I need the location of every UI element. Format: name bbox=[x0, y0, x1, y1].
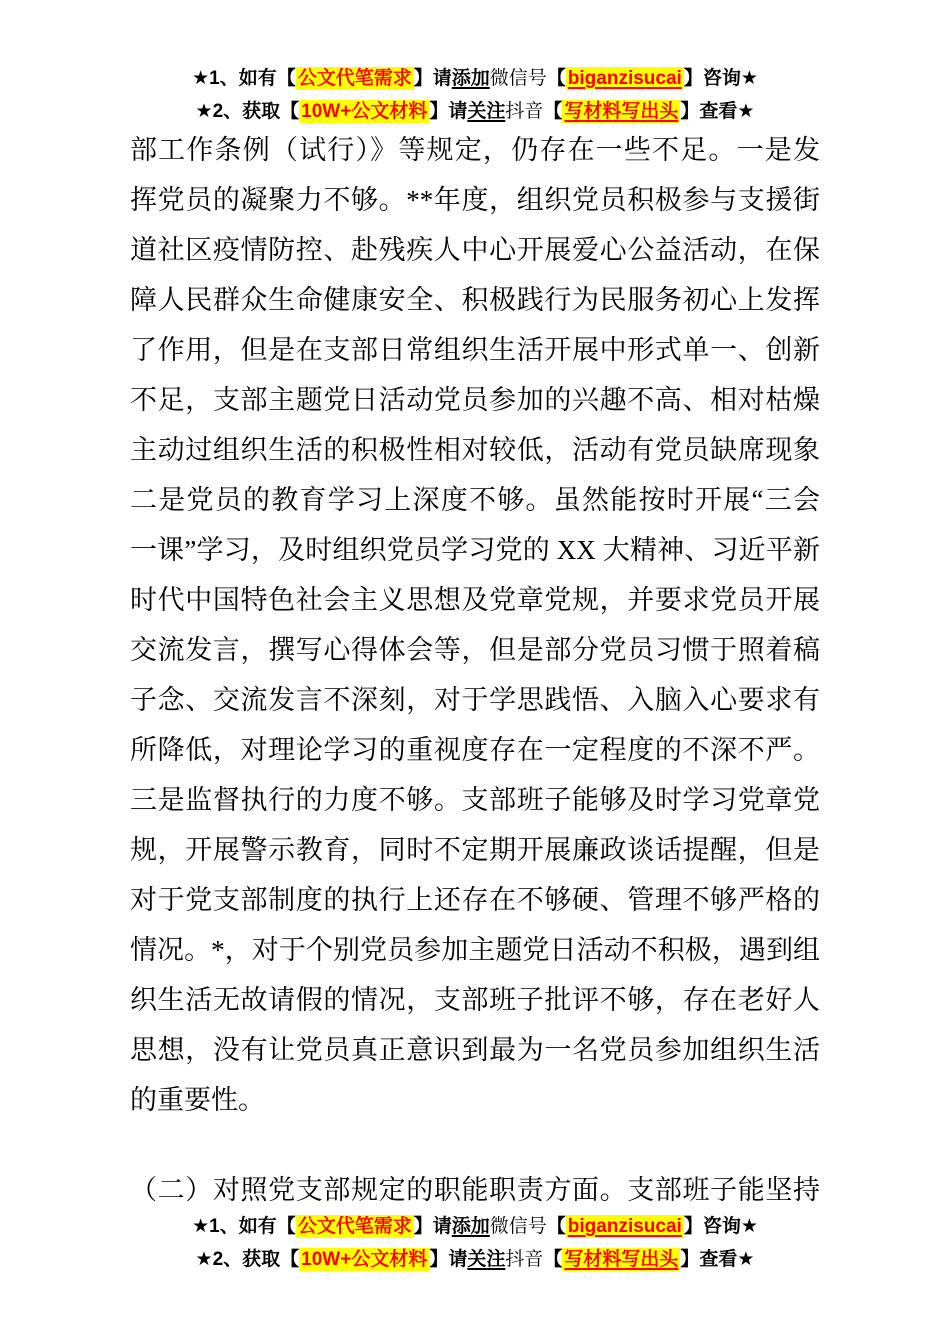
promo-highlight-materials: 10W+公文材料 bbox=[301, 1249, 428, 1270]
promo-text: 】请 bbox=[429, 1249, 468, 1270]
promo-highlight-wechat-id: biganzisucai bbox=[567, 1216, 682, 1237]
body-line: 道社区疫情防控、赴残疾人中心开展爱心公益活动，在保 bbox=[130, 235, 820, 265]
promo-highlight-writing-service: 公文代笔需求 bbox=[297, 68, 412, 89]
body-line: 挥党员的凝聚力不够。**年度，组织党员积极参与支援街 bbox=[130, 185, 820, 215]
promo-highlight-wechat-id: biganzisucai bbox=[567, 68, 682, 89]
body-line: 二是党员的教育学习上深度不够。虽然能按时开展“三会 bbox=[130, 485, 820, 515]
body-line: 所降低，对理论学习的重视度存在一定程度的不深不严。 bbox=[130, 735, 820, 765]
promo-text-douyin: 抖音 bbox=[505, 101, 544, 122]
promo-text: 【 bbox=[546, 68, 566, 89]
promo-text: 【 bbox=[543, 1249, 563, 1270]
body-line: 部工作条例（试行）》等规定，仍存在一些不足。一是发 bbox=[130, 135, 820, 165]
body-line: 情况。*，对于个别党员参加主题党日活动不积极，遇到组 bbox=[130, 935, 820, 965]
promo-header bbox=[0, 62, 950, 128]
promo-text-douyin: 抖音 bbox=[505, 1249, 544, 1270]
promo-text: ★2、获取【 bbox=[195, 1249, 300, 1270]
body-line: 的重要性。 bbox=[130, 1085, 265, 1115]
body-line: 交流发言，撰写心得体会等，但是部分党员习惯于照着稿 bbox=[130, 635, 820, 665]
promo-text-wechat: 微信号 bbox=[489, 1216, 547, 1237]
promo-highlight-materials: 10W+公文材料 bbox=[301, 101, 428, 122]
promo-text: ★2、获取【 bbox=[195, 101, 300, 122]
promo-underline-add: 添加 bbox=[451, 1216, 490, 1237]
promo-text: 】请 bbox=[429, 101, 468, 122]
body-line: 一课”学习，及时组织党员学习党的 XX 大精神、习近平新 bbox=[130, 535, 820, 565]
body-line: 障人民群众生命健康安全、积极践行为民服务初心上发挥 bbox=[130, 285, 820, 315]
promo-underline-follow: 关注 bbox=[467, 101, 506, 122]
body-line: 主动过组织生活的积极性相对较低，活动有党员缺席现象 bbox=[130, 435, 820, 465]
promo-text-wechat: 微信号 bbox=[489, 68, 547, 89]
promo-text: 】咨询★ bbox=[683, 68, 758, 89]
body-line: 织生活无故请假的情况，支部班子批评不够，存在老好人 bbox=[130, 985, 820, 1015]
promo-text: 【 bbox=[543, 101, 563, 122]
promo-highlight-writing-service: 公文代笔需求 bbox=[297, 1216, 412, 1237]
promo-footer-line1 bbox=[0, 1210, 950, 1243]
promo-text: ★1、如有【 bbox=[192, 1216, 296, 1237]
promo-text: 】请 bbox=[413, 1216, 452, 1237]
document-body bbox=[130, 125, 820, 1215]
promo-underline-add: 添加 bbox=[451, 68, 490, 89]
section-heading: （二）对照党支部规定的职能职责方面。支部班子能坚持 bbox=[130, 1175, 820, 1205]
promo-underline-follow: 关注 bbox=[467, 1249, 506, 1270]
promo-text: 】咨询★ bbox=[683, 1216, 758, 1237]
promo-header-line2 bbox=[0, 95, 950, 128]
body-line: 了作用，但是在支部日常组织生活开展中形式单一、创新 bbox=[130, 335, 820, 365]
promo-text: ★1、如有【 bbox=[192, 68, 296, 89]
body-line: 思想，没有让党员真正意识到最为一名党员参加组织生活 bbox=[130, 1035, 820, 1065]
paragraph-shortcomings bbox=[130, 125, 820, 1125]
body-line: 子念、交流发言不深刻，对于学思践悟、入脑入心要求有 bbox=[130, 685, 820, 715]
promo-highlight-douyin-id: 写材料写出头 bbox=[564, 1249, 679, 1270]
promo-header-line1 bbox=[0, 62, 950, 95]
promo-text: 【 bbox=[546, 1216, 566, 1237]
promo-footer bbox=[0, 1210, 950, 1276]
promo-footer-line2 bbox=[0, 1243, 950, 1276]
body-line: 不足，支部主题党日活动党员参加的兴趣不高、相对枯燥 bbox=[130, 385, 820, 415]
promo-text: 】查看★ bbox=[680, 101, 755, 122]
body-line: 对于党支部制度的执行上还存在不够硬、管理不够严格的 bbox=[130, 885, 820, 915]
promo-text: 】请 bbox=[413, 68, 452, 89]
promo-text: 】查看★ bbox=[680, 1249, 755, 1270]
body-line: 三是监督执行的力度不够。支部班子能够及时学习党章党 bbox=[130, 785, 820, 815]
promo-highlight-douyin-id: 写材料写出头 bbox=[564, 101, 679, 122]
body-line: 规，开展警示教育，同时不定期开展廉政谈话提醒，但是 bbox=[130, 835, 820, 865]
body-line: 时代中国特色社会主义思想及党章党规，并要求党员开展 bbox=[130, 585, 820, 615]
